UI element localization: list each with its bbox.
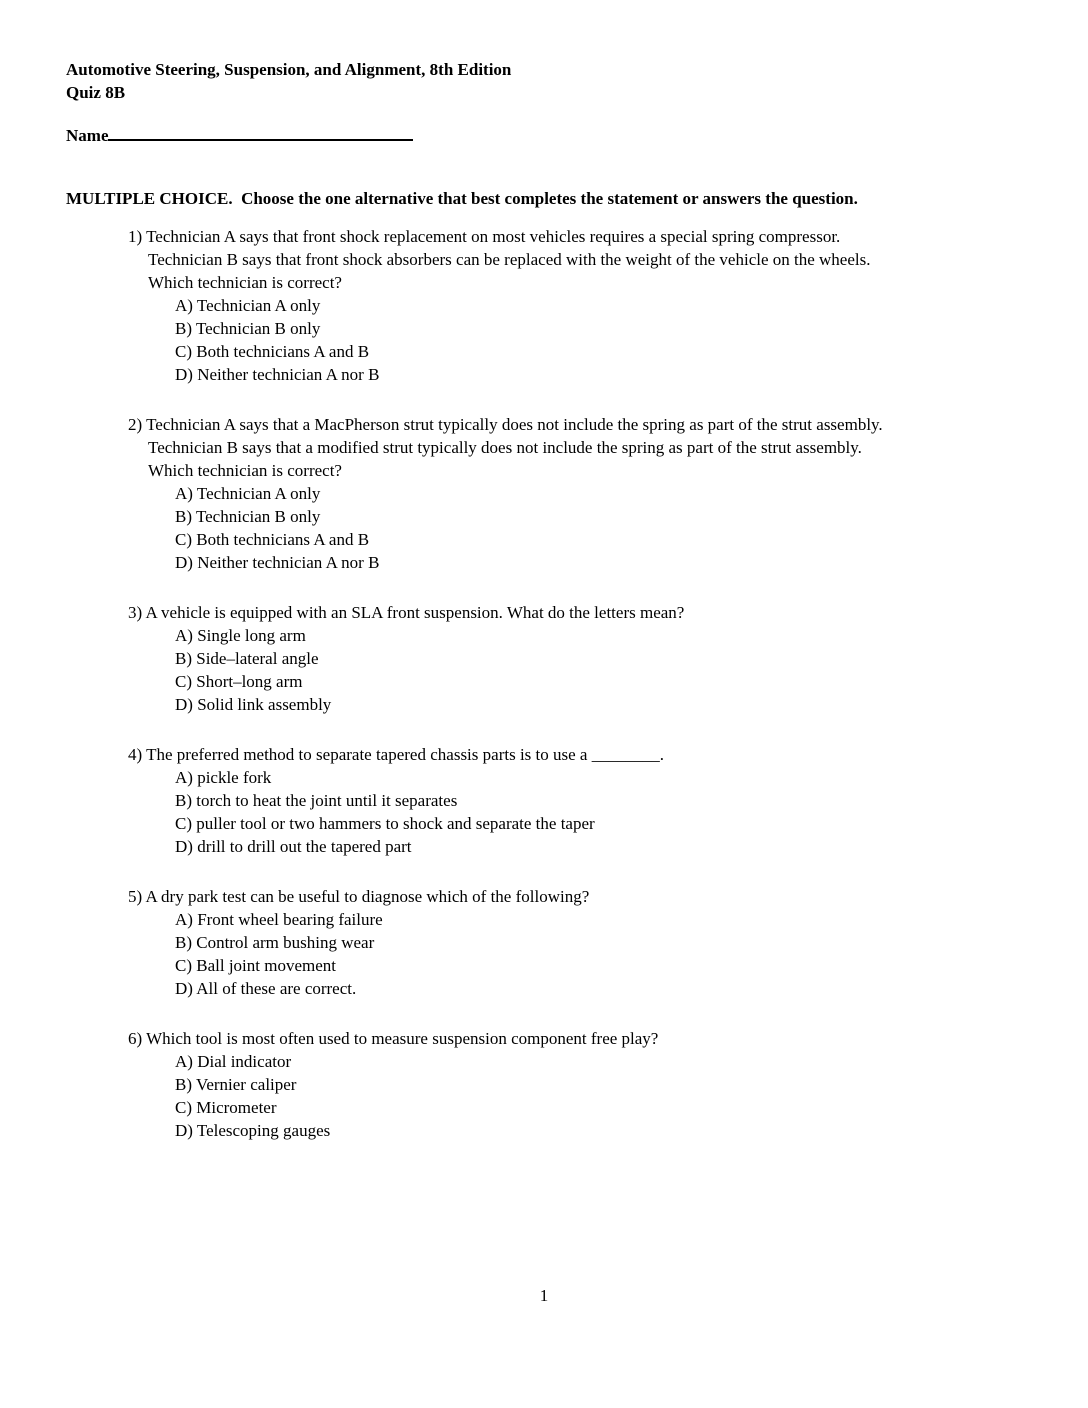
question-stem: 1) Technician A says that front shock replacement on most vehicles requires a special spring compressor. (128, 227, 841, 246)
answer-choice: C) Short–long arm (175, 672, 303, 691)
question-block (66, 413, 1028, 574)
answer-choice: B) torch to heat the joint until it separates (175, 791, 458, 810)
answer-choice: C) Ball joint movement (175, 956, 337, 975)
question-stem: 3) A vehicle is equipped with an SLA front suspension. What do the letters mean? (128, 603, 685, 622)
answer-choice: B) Vernier caliper (175, 1075, 297, 1094)
answer-choice: B) Technician B only (175, 319, 321, 338)
question-stem: 4) The preferred method to separate tapered chassis parts is to use a ________. (128, 745, 664, 764)
answer-choice: D) drill to drill out the tapered part (175, 837, 412, 856)
answer-choice: C) puller tool or two hammers to shock and separate the taper (175, 814, 595, 833)
answer-choice: D) Neither technician A nor B (175, 365, 380, 384)
question-stem-continuation: Technician B says that a modified strut typically does not include the spring as part of the strut assembly. (148, 438, 862, 457)
name-blank-line (108, 126, 413, 141)
answer-choice: C) Both technicians A and B (175, 342, 370, 361)
page-number: 1 (539, 1286, 549, 1305)
question-stem: 6) Which tool is most often used to measure suspension component free play? (128, 1029, 659, 1048)
answer-choice: D) Solid link assembly (175, 695, 332, 714)
question-stem-continuation: Technician B says that front shock absorbers can be replaced with the weight of the vehicle on the wheels. (148, 250, 871, 269)
answer-choice: A) Technician A only (175, 296, 321, 315)
question-stem-continuation: Which technician is correct? (148, 273, 342, 292)
answer-choice: A) Technician A only (175, 484, 321, 503)
answer-choice: D) Neither technician A nor B (175, 553, 380, 572)
answer-choice: D) All of these are correct. (175, 979, 357, 998)
name-label: Name (66, 126, 109, 145)
question-block (66, 225, 1028, 386)
doc-header (66, 58, 1028, 104)
answer-choice: B) Side–lateral angle (175, 649, 319, 668)
instructions-heading: MULTIPLE CHOICE. Choose the one alternative that best completes the statement or answers the question. (66, 189, 858, 208)
answer-choice: B) Technician B only (175, 507, 321, 526)
question-stem: 5) A dry park test can be useful to diagnose which of the following? (128, 887, 590, 906)
answer-choice: B) Control arm bushing wear (175, 933, 375, 952)
question-block (66, 1027, 1028, 1142)
answer-choice: A) Dial indicator (175, 1052, 292, 1071)
answer-choice: C) Micrometer (175, 1098, 277, 1117)
answer-choice: A) Single long arm (175, 626, 306, 645)
doc-title: Automotive Steering, Suspension, and Alignment, 8th Edition (66, 60, 512, 79)
question-stem-continuation: Which technician is correct? (148, 461, 342, 480)
question-block (66, 743, 1028, 858)
answer-choice: A) pickle fork (175, 768, 272, 787)
name-row (66, 124, 1028, 147)
question-block (66, 885, 1028, 1000)
answer-choice: A) Front wheel bearing failure (175, 910, 383, 929)
question-stem: 2) Technician A says that a MacPherson strut typically does not include the spring as part of the strut assembly. (128, 415, 883, 434)
answer-choice: C) Both technicians A and B (175, 530, 370, 549)
quiz-label: Quiz 8B (66, 83, 126, 102)
questions-list (66, 225, 1028, 1142)
answer-choice: D) Telescoping gauges (175, 1121, 331, 1140)
question-block (66, 601, 1028, 716)
